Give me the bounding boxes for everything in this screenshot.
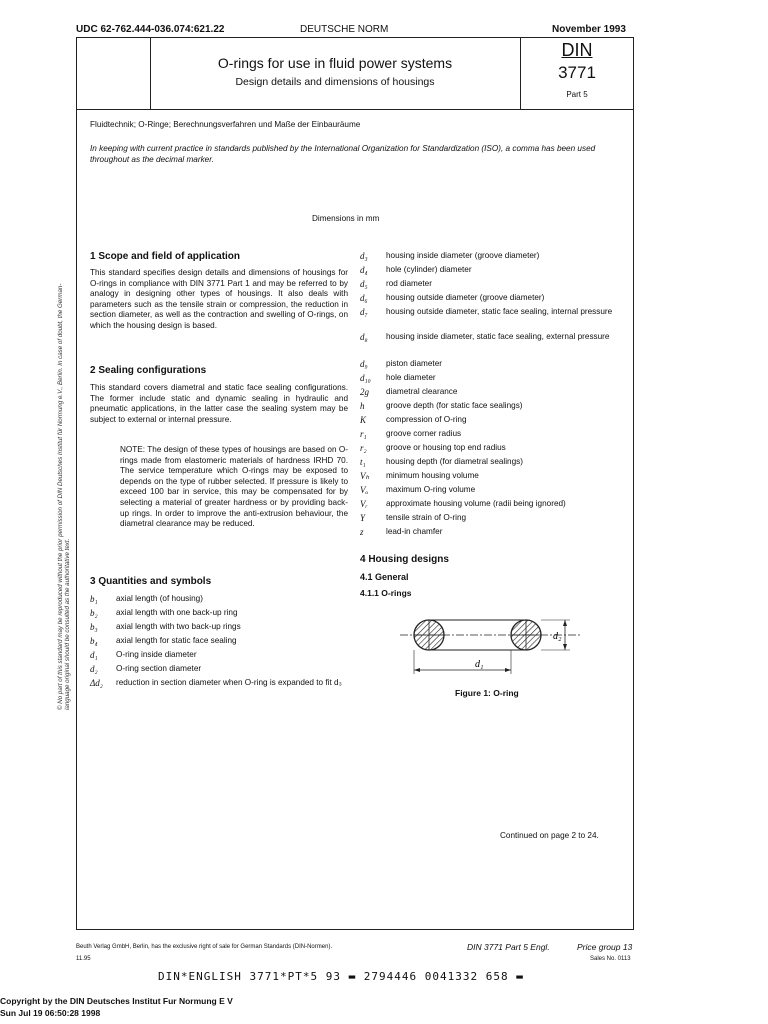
o-ring-figure [395,600,585,685]
iso-note: In keeping with current practice in standards published by the International Organization for Standardization (ISO), a comma has been used throughout as the decimal marker. [90,144,596,164]
d1-label: d₁ [475,659,484,670]
section-4-1-heading: 4.1 General [360,572,409,582]
copyright-side-notice: © No part of this standard may be reproduced without the prior permission of DIN Deutsches Institut für Normung e.V., Berlin. In case of doubt, the German-language original should be consulted as the authoritative text. [57,283,72,710]
footer-ref: DIN 3771 Part 5 Engl. [467,942,550,952]
section-4-1-1-heading: 4.1.1 O-rings [360,588,412,598]
symbols-right-list: d₃ housing inside diameter (groove diameter) d₄ hole (cylinder) diameter d₅ rod diameter d₆ housing outside diameter (groove diameter) d₇ housing outside diameter, static face sealing, internal pressure d₈ housing inside diameter, static face sealing, external pressure d₉ piston diameter d₁₀ hole diameter 2g diametral clearance h groove depth (for static face sealings) K compression of O-ring r₁ groove corner radius r₂ groove or housing top end radius t₁ housing depth (for diametral sealings) Vₕ minimum housing volume Vₒ maximum O-ring volume Vᵣ approximate housing volume (radii being ignored) Y tensile strain of O-ring z lead-in chamfer [360,251,613,537]
sales-number: Sales No. 0113 [590,956,631,962]
section-3-heading: 3 Quantities and symbols [90,576,212,587]
udc-code: UDC 62-762.444-036.074:621.22 [76,24,225,35]
section-1-text: This standard specifies design details and dimensions of housings for O-rings in compliance with DIN 3771 Part 1 and may be referred to by analogy in designing other types of housings. It also deals with parameters such as the tensile strain or compression, the reduction in section diameter, as well as the contraction and swelling of O-rings, on which the housing design is based. [90,268,348,330]
continued-note: Continued on page 2 to 24. [500,831,599,840]
price-group: Price group 13 [577,942,633,952]
section-2-text: This standard covers diametral and static face sealing configurations. The former include static and dynamic sealing in hydraulic and pneumatic applications, in the latter case the sealing system may be subject to external or internal pressure. [90,383,348,424]
barcode-line: DIN*ENGLISH 3771*PT*5 93 ▬ 2794446 0041332 658 ▬ [158,970,524,983]
din-number: 3771 [558,63,596,82]
section-2-heading: 2 Sealing configurations [90,365,207,376]
section-2-note: NOTE: The design of these types of housings are based on O-rings made from elastomeric materials of hardness IRHD 70. The service temperature which O-rings may be exposed to depends on the type of rubber selected. If pressure is likely to exceed 100 bar in service, this may be compensated for by selecting a material of greater hardness or by providing back-up rings. In order to improve the anti-extrusion behaviour, the diametral clearance may be reduced. [120,445,348,529]
section-4-heading: 4 Housing designs [360,554,449,565]
symbols-left-list: b₁ axial length (of housing) b₂ axial length with one back-up ring b₃ axial length with two back-up rings b₄ axial length for static face sealing d₁ O-ring inside diameter d₂ O-ring section diameter Δd₂ reduction in section diameter when O-ring is expanded to fit d₃ [90,594,342,688]
german-title: Fluidtechnik; O-Ringe; Berechnungsverfahren und Maße der Einbauräume [90,120,361,129]
page-title: O-rings for use in fluid power systems [217,55,453,71]
norm-label: DEUTSCHE NORM [300,24,389,35]
dimensions-note: Dimensions in mm [312,214,380,223]
section-1-heading: 1 Scope and field of application [90,251,241,262]
din-part: Part 5 [566,90,588,99]
timestamp-line: Sun Jul 19 06:50:28 1998 [0,1008,101,1018]
date-code: 11.95 [76,956,91,962]
figure-caption: Figure 1: O-ring [455,688,519,698]
copyright-line: Copyright by the DIN Deutsches Institut Fur Normung E V [0,996,233,1006]
publisher-note: Beuth Verlag GmbH, Berlin, has the exclusive right of sale for German Standards (DIN-Normen). [76,944,333,950]
din-label: DIN [561,40,593,60]
page-subtitle: Design details and dimensions of housings [235,76,435,88]
d2-label: d₂ [553,631,562,642]
issue-date: November 1993 [552,24,626,35]
